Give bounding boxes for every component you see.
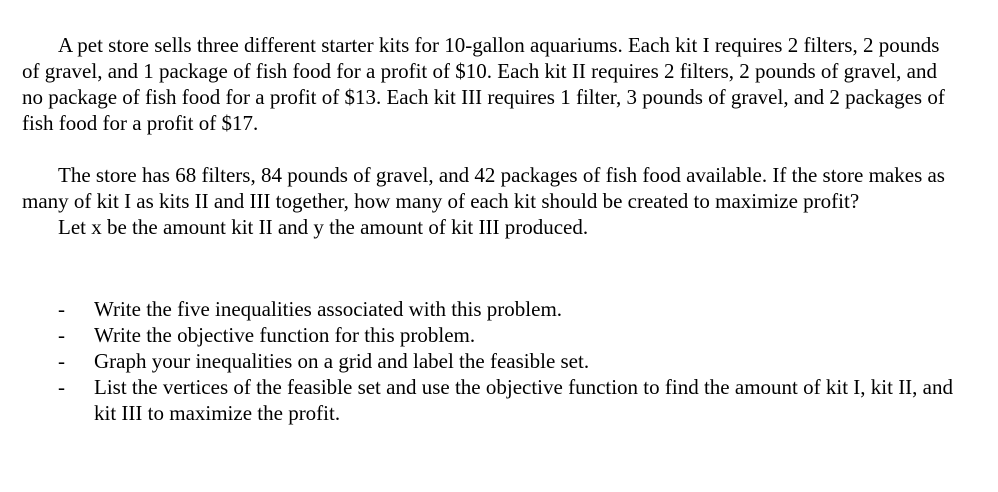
task-text: List the vertices of the feasible set and use the objective function to find the amount of kit I, kit II, and kit III to maximize the profit. bbox=[94, 375, 954, 425]
problem-paragraph-1: A pet store sells three different starter kits for 10-gallon aquariums. Each kit I requires 2 filters, 2 pounds of gravel, and 1 package of fish food for a profit of $10. Each kit II requires 2 filters, 2 pounds of gravel, and no package of fish food for a profit of $13. Each kit III requires 1 filter, 3 pounds of gravel, and 2 packages of fish food for a profit of $17. bbox=[22, 33, 945, 135]
task-text: Write the five inequalities associated with this problem. bbox=[94, 297, 563, 321]
variable-definition: Let x be the amount kit II and y the amount of kit III produced. bbox=[58, 215, 589, 239]
task-text: Graph your inequalities on a grid and label the feasible set. bbox=[94, 349, 590, 373]
task-item bbox=[22, 322, 962, 348]
problem-paragraph-2: The store has 68 filters, 84 pounds of gravel, and 42 packages of fish food available. If the store makes as many of kit I as kits II and III together, how many of each kit should be created to maximize profit? bbox=[22, 163, 945, 213]
spacer bbox=[22, 136, 962, 162]
task-bullet: - bbox=[58, 297, 65, 321]
document-body bbox=[22, 32, 962, 426]
task-item bbox=[22, 296, 962, 322]
task-bullet: - bbox=[58, 349, 65, 373]
task-bullet: - bbox=[58, 375, 65, 399]
task-item bbox=[22, 348, 962, 374]
task-bullet: - bbox=[58, 323, 65, 347]
task-text: Write the objective function for this problem. bbox=[94, 323, 476, 347]
spacer bbox=[22, 240, 962, 296]
task-list bbox=[22, 296, 962, 426]
task-item bbox=[22, 374, 962, 426]
